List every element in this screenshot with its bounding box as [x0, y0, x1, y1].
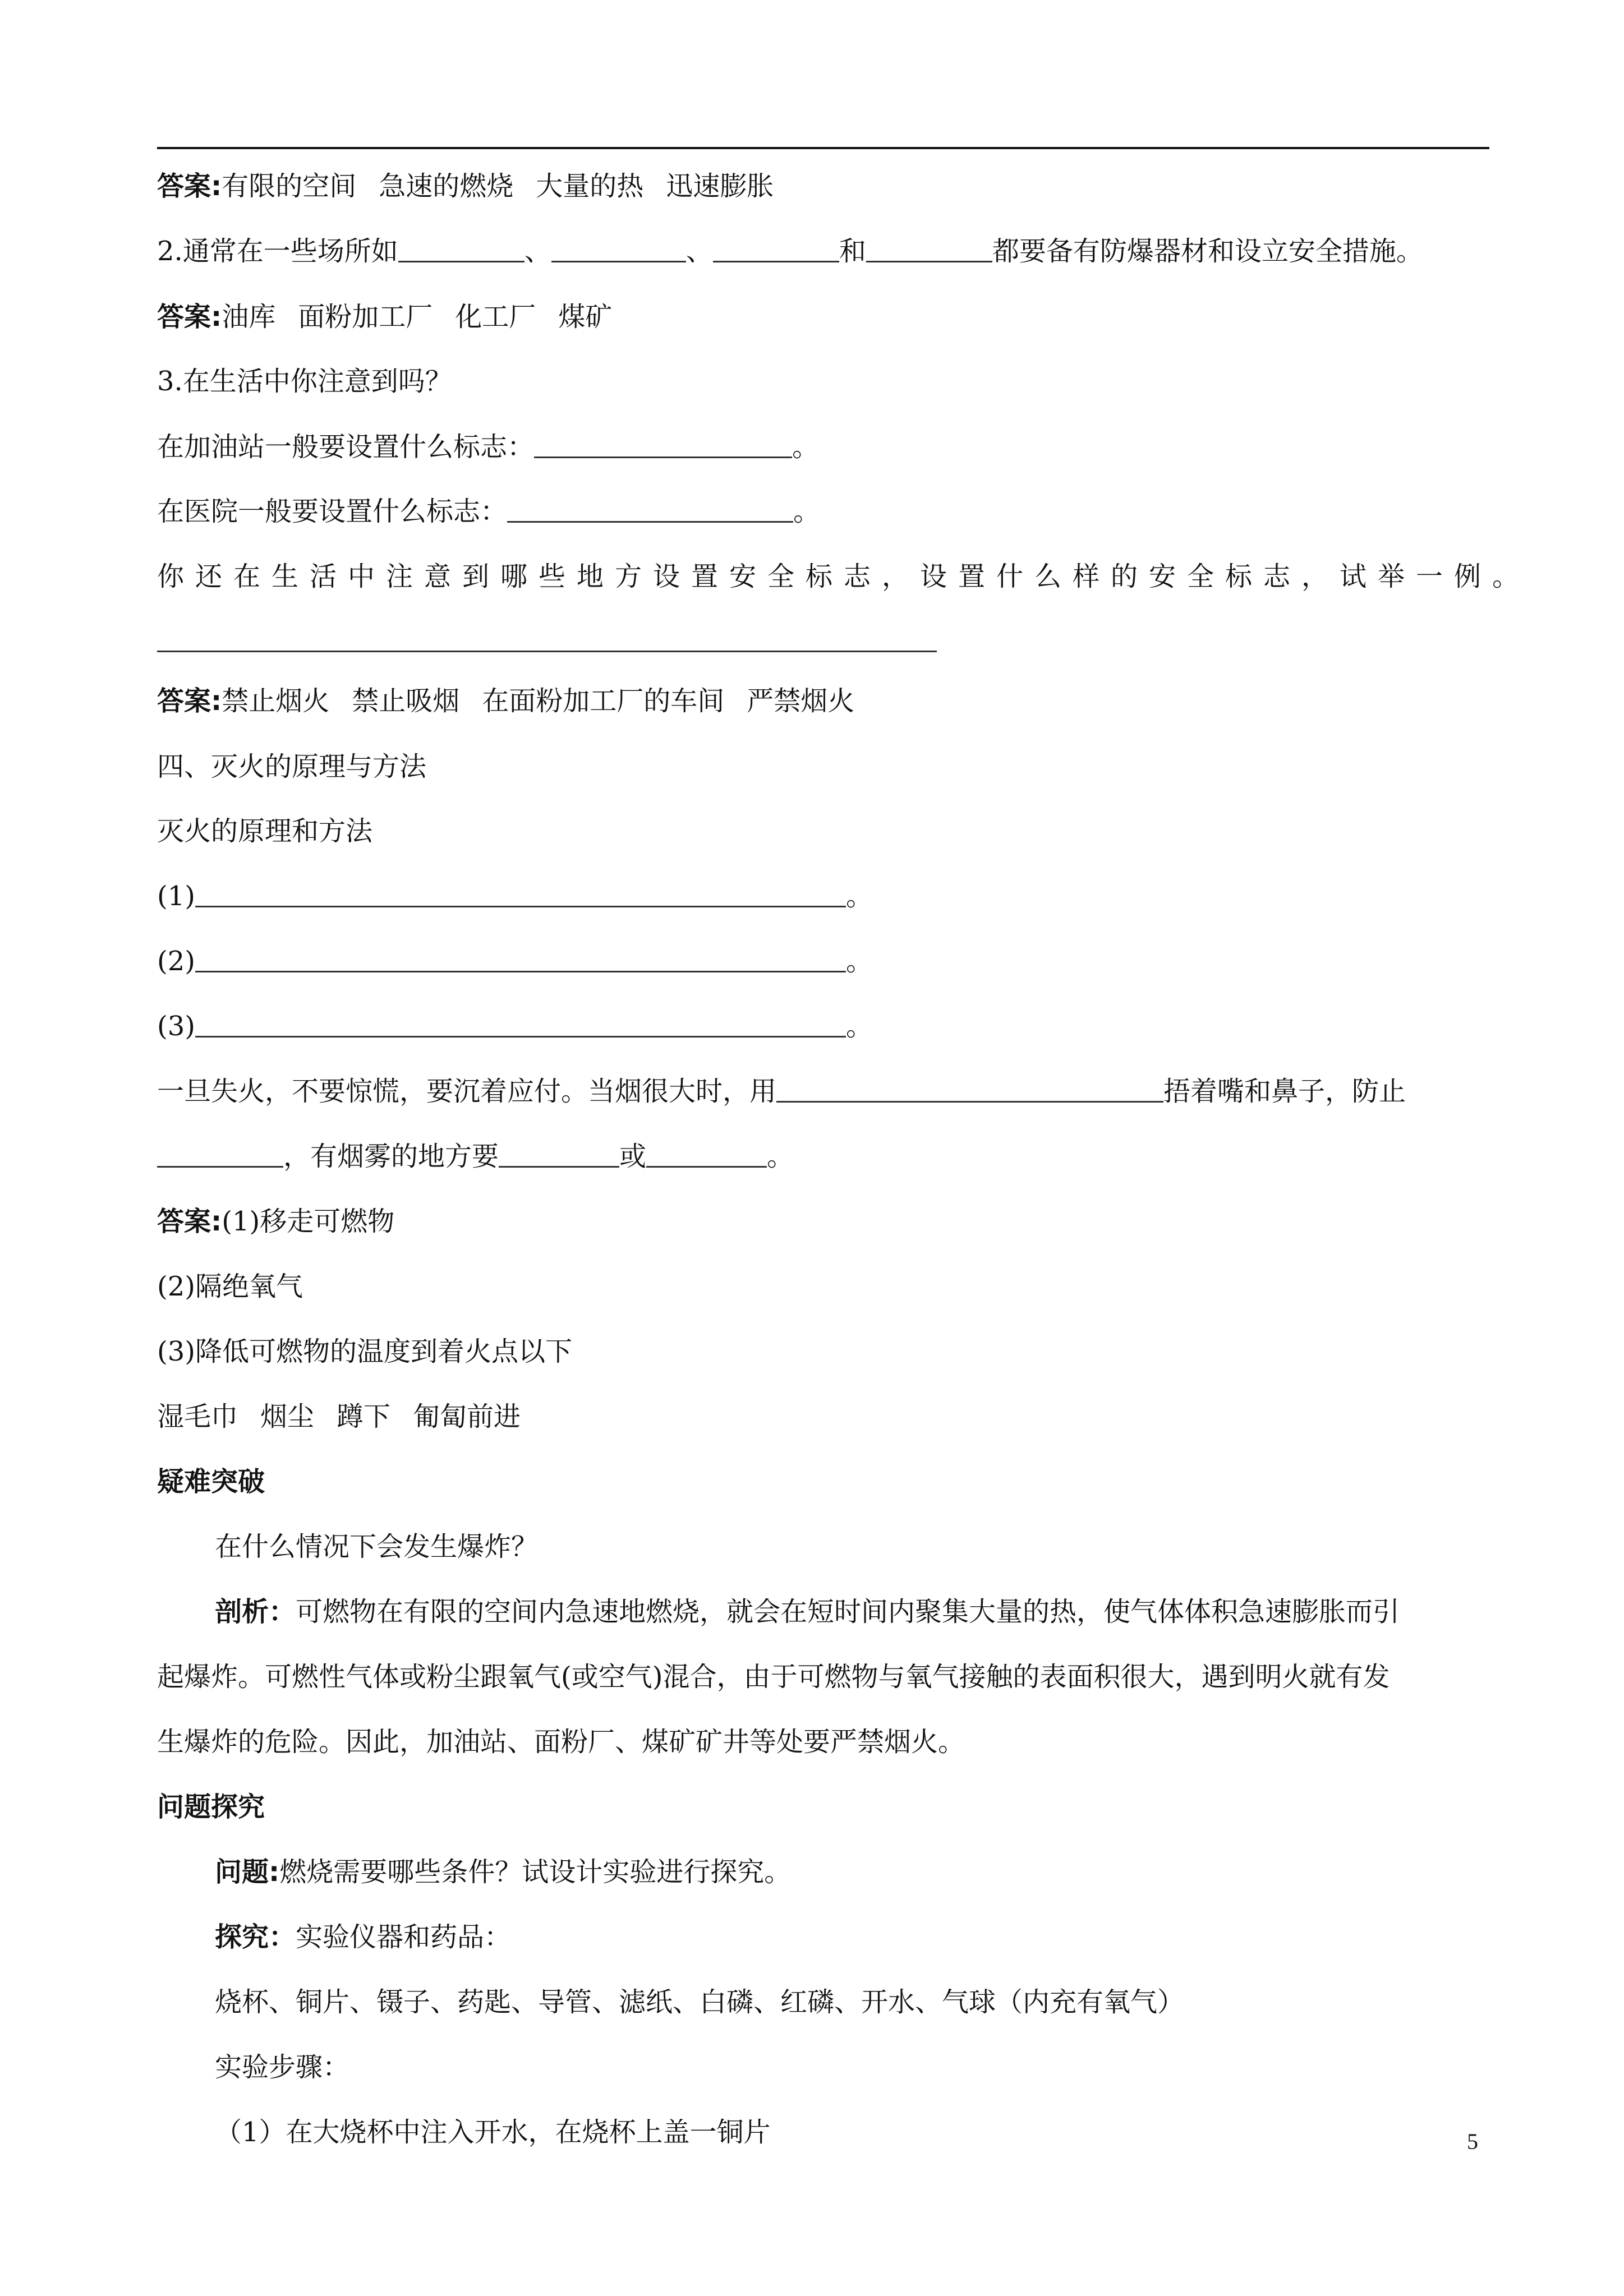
method-item-3: (3) 。	[157, 1011, 873, 1042]
answer-4-line-2: (2)隔绝氧气	[157, 1271, 303, 1302]
answer-4-line-4: 湿毛巾 烟尘 蹲下 匍匐前进	[157, 1401, 521, 1432]
blank[interactable]	[646, 1140, 767, 1168]
blank[interactable]	[195, 945, 846, 972]
page-number: 5	[1467, 2129, 1478, 2154]
section-4-heading: 四、灭火的原理与方法	[157, 751, 427, 782]
answer-label: 答案:	[157, 685, 222, 717]
analysis-label: 剖析：	[215, 1596, 296, 1628]
blank[interactable]	[713, 235, 839, 262]
blank[interactable]	[499, 1140, 619, 1168]
inquiry-heading: 问题探究	[157, 1791, 265, 1823]
difficulty-heading: 疑难突破	[157, 1466, 265, 1497]
question-3-gas-station: 在加油站一般要设置什么标志： 。	[157, 431, 820, 463]
method-item-2: (2) 。	[157, 946, 873, 977]
answer-2: 答案:油库 面粉加工厂 化工厂 煤矿	[157, 301, 613, 333]
analysis-line-3: 生爆炸的危险。因此，加油站、面粉厂、煤矿矿井等处要严禁烟火。	[157, 1726, 965, 1758]
blank[interactable]	[195, 1010, 846, 1038]
inquiry-explore: 探究：实验仪器和药品：	[215, 1921, 512, 1953]
question-3-other: 你还在生活中注意到哪些地方设置安全标志，设置什么样的安全标志，试举一例。	[157, 561, 1531, 592]
answer-line-blank[interactable]	[157, 651, 937, 652]
inquiry-materials: 烧杯、铜片、镊子、药匙、导管、滤纸、白磷、红磷、开水、气球（内充有氧气）	[215, 1986, 1185, 2018]
question-2: 2.通常在一些场所如 、 、 和 都要备有防爆器材和设立安全措施。	[157, 236, 1423, 267]
blank[interactable]	[195, 880, 846, 907]
analysis-line-2: 起爆炸。可燃性气体或粉尘跟氧气(或空气)混合，由于可燃物与氧气接触的表面积很大，遇到明火就有发	[157, 1661, 1390, 1693]
analysis-line-1: 剖析：可燃物在有限的空间内急速地燃烧，就会在短时间内聚集大量的热，使气体体积急速膨胀而引	[215, 1596, 1400, 1628]
fire-instruction-line-1: 一旦失火，不要惊慌，要沉着应付。当烟很大时，用 捂着嘴和鼻子，防止	[157, 1076, 1406, 1107]
question-3-hospital: 在医院一般要设置什么标志： 。	[157, 496, 821, 527]
blank[interactable]	[534, 431, 792, 458]
question-3-title: 3.在生活中你注意到吗？	[157, 366, 452, 397]
blank[interactable]	[507, 495, 793, 523]
answer-label: 答案:	[157, 170, 222, 202]
blank[interactable]	[551, 235, 686, 262]
answer-1: 答案:有限的空间 急速的燃烧 大量的热 迅速膨胀	[157, 170, 774, 202]
method-item-1: (1) 。	[157, 880, 873, 912]
inquiry-steps-label: 实验步骤：	[215, 2051, 350, 2083]
answer-label: 答案:	[157, 301, 222, 333]
answer-3: 答案:禁止烟火 禁止吸烟 在面粉加工厂的车间 严禁烟火	[157, 685, 855, 717]
difficulty-question: 在什么情况下会发生爆炸？	[215, 1531, 539, 1562]
header-rule	[157, 147, 1489, 149]
blank[interactable]	[157, 1140, 283, 1168]
section-4-subheading: 灭火的原理和方法	[157, 815, 373, 847]
blank[interactable]	[866, 235, 992, 262]
fire-instruction-line-2: ，有烟雾的地方要 或 。	[157, 1140, 794, 1173]
blank[interactable]	[398, 235, 525, 262]
answer-4-line-1: 答案:(1)移走可燃物	[157, 1206, 395, 1237]
blank[interactable]	[776, 1075, 1163, 1103]
inquiry-step-1: （1）在大烧杯中注入开水，在烧杯上盖一铜片	[215, 2117, 771, 2148]
inquiry-question: 问题:燃烧需要哪些条件？试设计实验进行探究。	[215, 1856, 792, 1888]
answer-label: 答案:	[157, 1206, 222, 1237]
answer-4-line-3: (3)降低可燃物的温度到着火点以下	[157, 1336, 572, 1367]
